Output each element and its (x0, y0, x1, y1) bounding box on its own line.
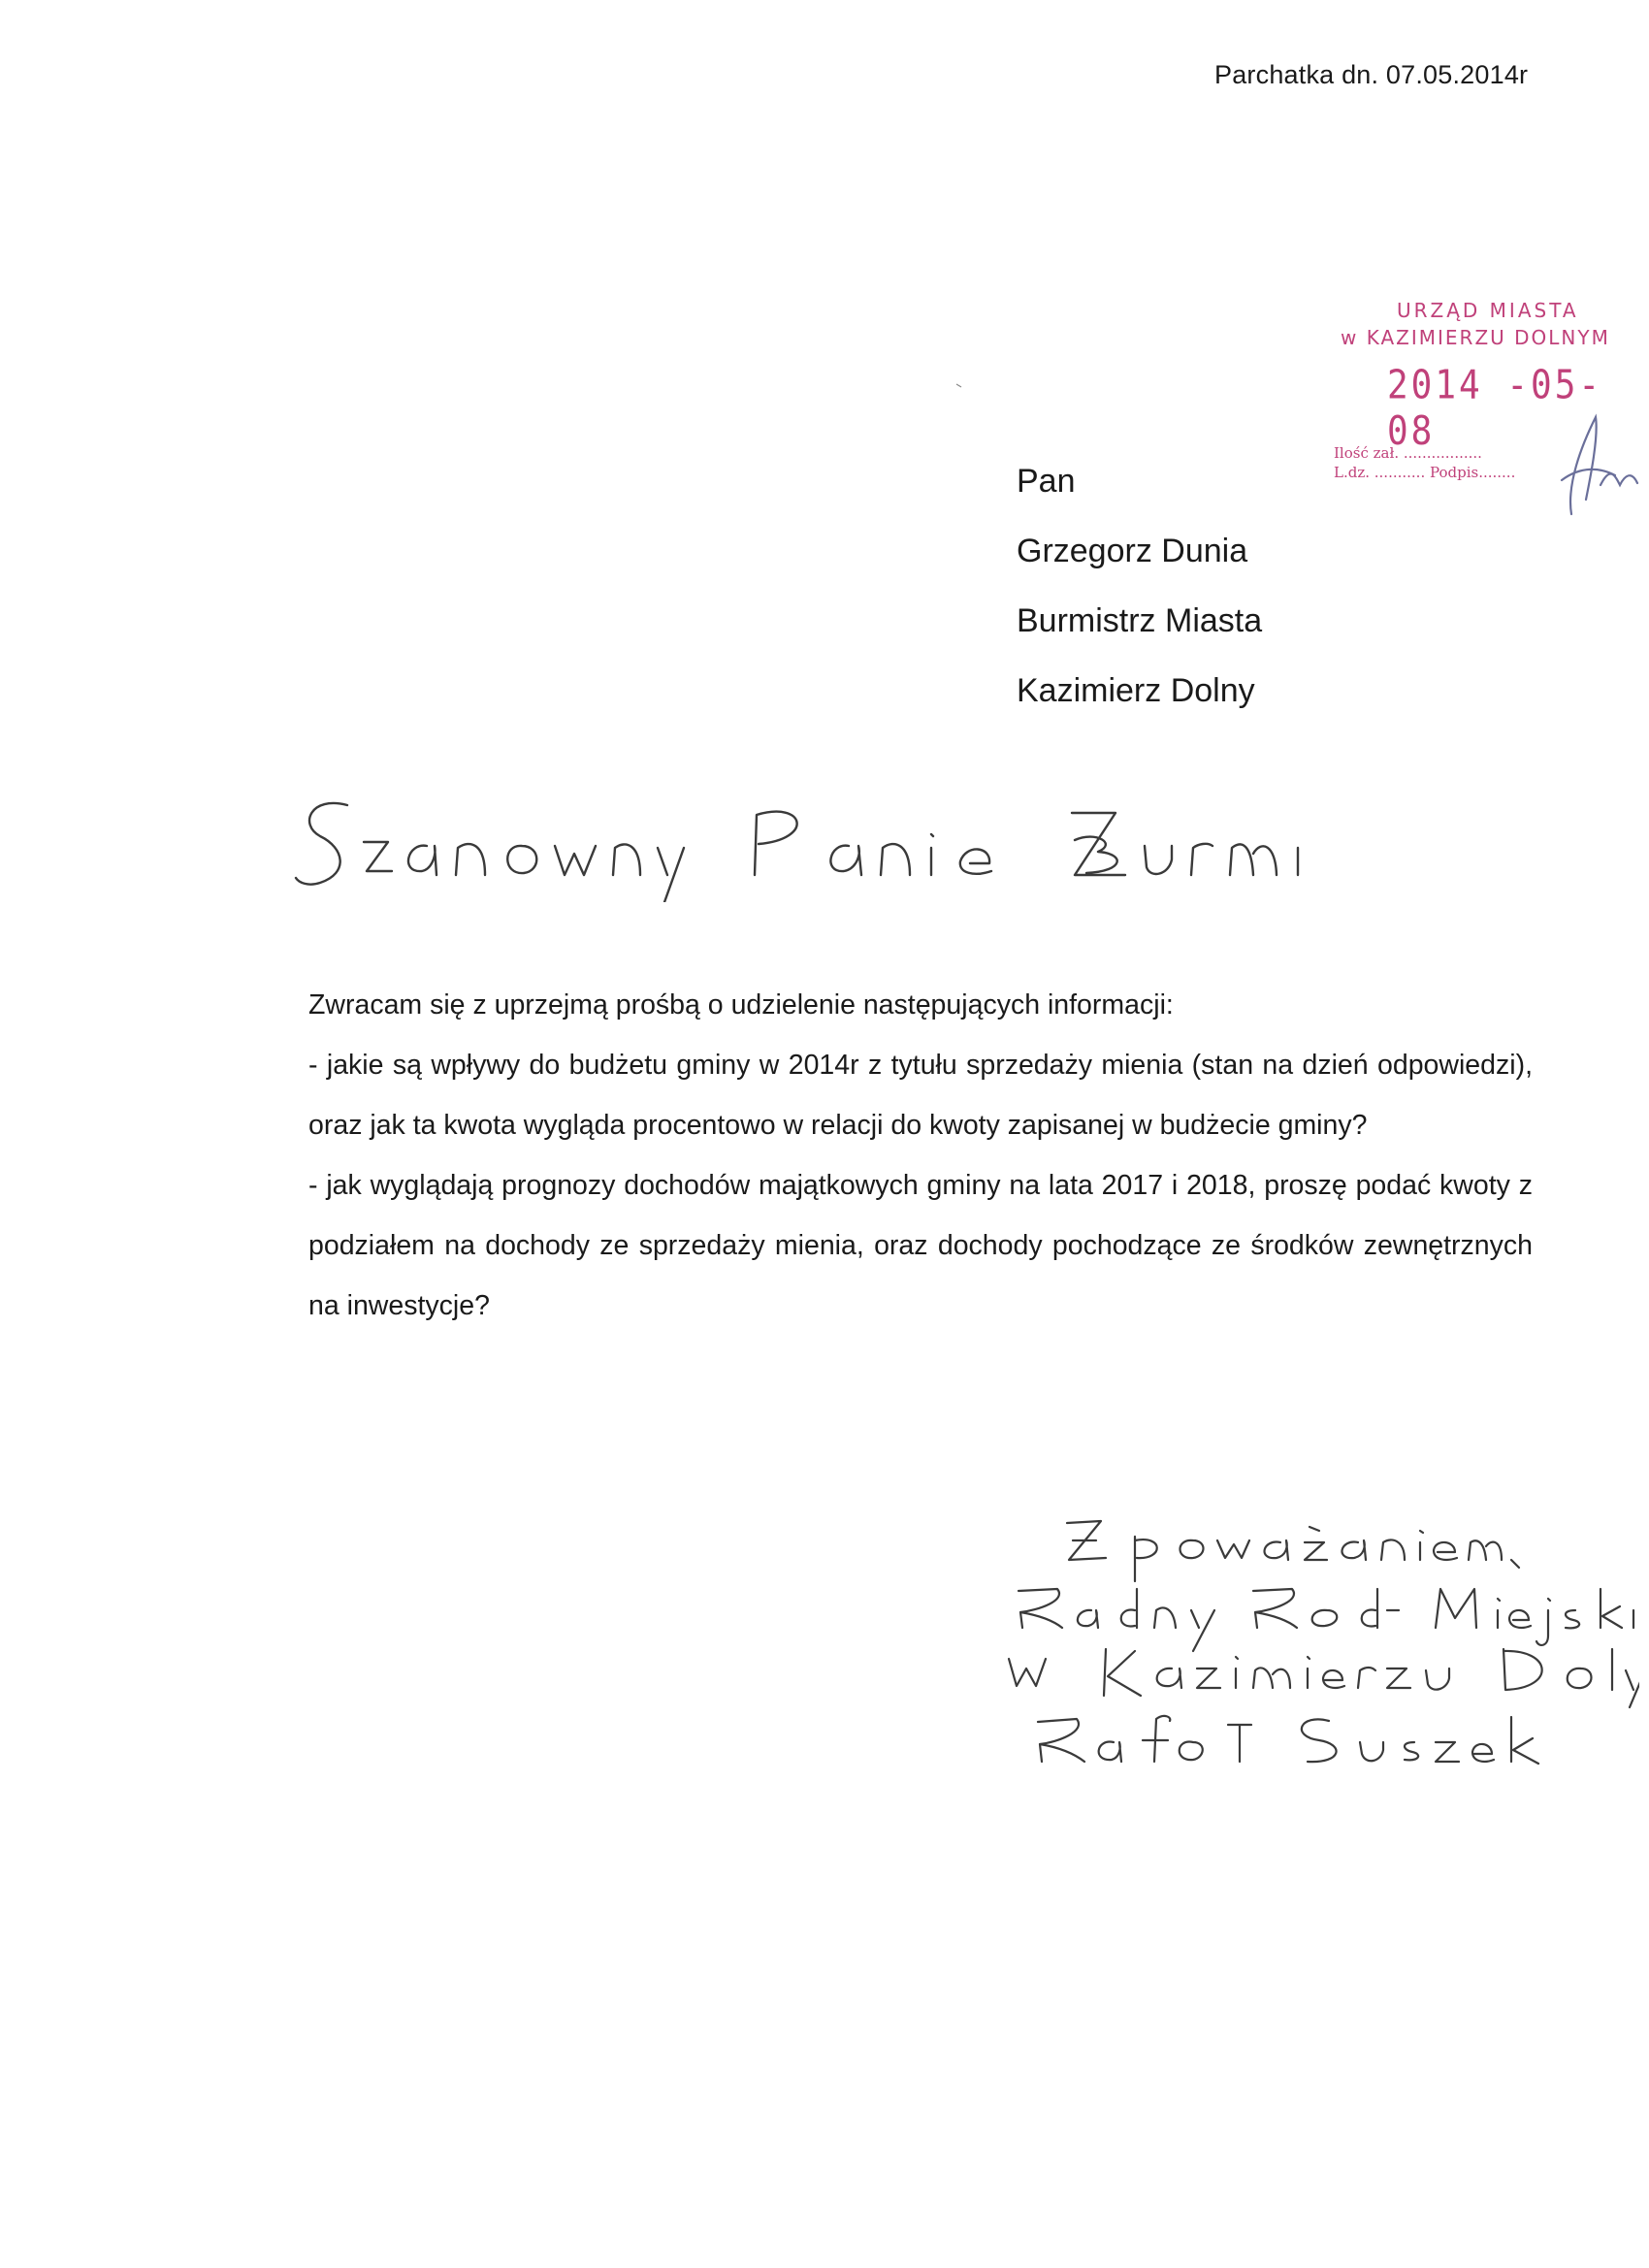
addressee-block (1017, 446, 1262, 726)
letter-body (308, 975, 1533, 1336)
stamp-attachments: Ilość zał. ................. (1334, 444, 1482, 462)
stamp-registry: L.dz. ........... Podpis........ (1334, 464, 1516, 481)
stamp-signature-icon (1542, 407, 1639, 524)
stamp-date: 2014 -05- 08 (1387, 362, 1603, 455)
body-point-2: - jak wyglądają prognozy dochodów majątkowych gminy na lata 2017 i 2018, proszę podać kwoty z podziałem na dochody ze sprzedaży mienia, oraz dochody pochodzące ze środków zewnętrznych na inwestycje? (308, 1170, 1533, 1321)
addressee-town: Kazimierz Dolny (1017, 672, 1255, 709)
addressee-title: Pan (1017, 463, 1076, 500)
addressee-name: Grzegorz Dunia (1017, 533, 1248, 569)
scan-speck-icon (955, 383, 963, 391)
letter-date: Parchatka dn. 07.05.2014r (1214, 60, 1529, 89)
body-point-1: - jakie są wpływy do budżetu gminy w 2014r z tytułu sprzedaży mienia (stan na dzień odpowiedzi), oraz jak ta kwota wygląda procentowo w relacji do kwoty zapisanej w budżecie gminy? (308, 1050, 1533, 1141)
addressee-position: Burmistrz Miasta (1017, 602, 1263, 639)
handwritten-salutation (291, 786, 1319, 902)
stamp-office-location: w KAZIMIERZU DOLNYM (1341, 326, 1610, 349)
stamp-office-name: URZĄD MIASTA (1397, 299, 1579, 322)
body-intro: Zwracam się z uprzejmą prośbą o udzielenie następujących informacji: (308, 989, 1174, 1021)
registration-stamp (1329, 291, 1639, 534)
handwritten-closing-signature (999, 1513, 1639, 1785)
